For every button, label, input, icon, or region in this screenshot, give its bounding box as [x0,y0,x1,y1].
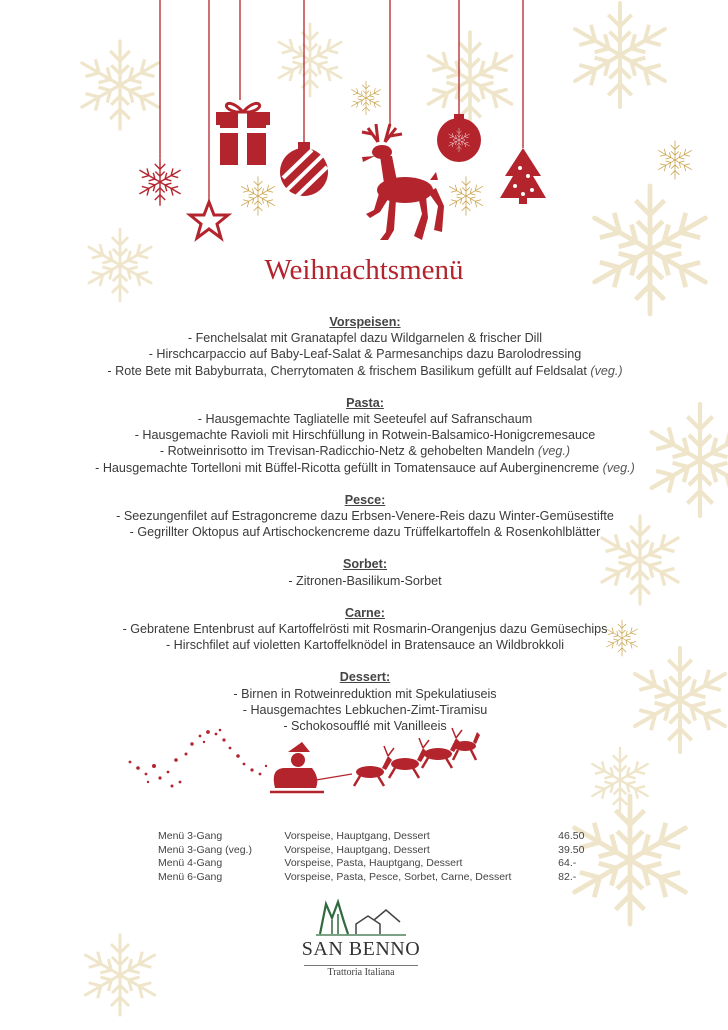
menu-courses: Vorspeise, Hauptgang, Dessert [284,843,430,856]
price-row [158,830,598,844]
menu-courses: Vorspeise, Pasta, Hauptgang, Dessert [284,857,463,870]
menu-item-text: - Rotweinrisotto im Trevisan-Radicchio-Netz & gehobelten Mandeln [159,444,535,459]
menu-courses: Vorspeise, Pasta, Pesce, Sorbet, Carne, Dessert [284,870,512,883]
menu-sections [40,314,690,750]
snowflake-icon [658,141,691,179]
menu-item [40,573,690,589]
bauble-icon [437,114,481,162]
snowflake-icon [595,186,706,314]
snowflake-icon [575,3,665,107]
bauble-icon [280,142,328,196]
snowflake-icon [279,24,341,96]
section-title: Sorbet: [342,557,388,572]
section-title: Pasta: [346,395,384,410]
menu-section [40,395,690,476]
snowflake-icon [241,177,274,215]
snowflake-icon [449,177,482,215]
menu-item [40,621,690,637]
snowflake-icon [592,748,647,812]
menu-item-text: - Hausgemachte Ravioli mit Hirschfüllung in Rotwein-Balsamico-Honigcremesauce [134,428,596,443]
menu-item-text: - Hirschfilet auf violetten Kartoffelknödel in Bratensauce an Wildbrokkoli [165,638,565,653]
restaurant-logo [286,898,436,988]
logo-mountains-icon [286,898,436,938]
vegetarian-tag: (veg.) [602,460,635,475]
menu-name: Menü 3-Gang (veg.) [158,843,252,856]
menu-section [40,605,690,654]
menu-item [40,637,690,653]
menu-name: Menü 4-Gang [158,857,223,870]
menu-item [40,508,690,524]
menu-item-text: - Rote Bete mit Babyburrata, Cherrytomaten & frischem Basilikum gefüllt auf Feldsalat [107,363,587,378]
menu-item [40,443,690,459]
section-title: Vorspeisen: [329,315,401,329]
menu-section [40,556,690,588]
menu-section [40,492,690,541]
menu-item [40,686,690,702]
snowflake-icon [351,81,380,115]
menu-item [40,330,690,346]
santa-sleigh-icon [120,722,480,802]
menu-item-text: - Schokosoufflé mit Vanilleeis [283,719,447,734]
christmas-tree-icon [500,148,546,204]
price-row [158,844,598,858]
menu-courses: Vorspeise, Hauptgang, Dessert [284,830,430,842]
menu-item-text: - Gebratene Entenbrust auf Kartoffelrösti mit Rosmarin-Orangenjus dazu Gemüsechips [122,622,608,637]
menu-item-text: - Seezungenfilet auf Estragoncreme dazu Erbsen-Venere-Reis dazu Winter-Gemüsestifte [116,509,614,524]
menu-item [40,411,690,427]
menu-item-text: - Birnen in Rotweinreduktion mit Spekulatiuseis [233,686,497,701]
menu-item-text: - Hirschcarpaccio auf Baby-Leaf-Salat & Parmesanchips dazu Barolodressing [148,347,582,362]
menu-price: 64.- [558,857,577,870]
menu-price: 82.- [558,870,577,883]
menu-item-text: - Hausgemachtes Lebkuchen-Zimt-Tiramisu [242,702,488,717]
menu-price: 46.50 [558,830,585,842]
menu-item-text: - Hausgemachte Tagliatelle mit Seeteufel auf Safranschaum [197,412,533,427]
menu-item [40,346,690,362]
price-row [158,857,598,871]
menu-item-text: - Gegrillter Oktopus auf Artischockencreme dazu Trüffelkartoffeln & Rosenkohlblätter [129,525,601,540]
menu-name: Menü 6-Gang [158,870,223,883]
section-title: Carne: [345,605,385,620]
vegetarian-tag: (veg.) [537,444,571,459]
section-title: Pesce: [344,492,386,507]
menu-item [40,363,690,379]
logo-name: SAN BENNO [301,938,421,960]
menu-title: Weihnachtsmenü [264,254,464,286]
snowflake-icon [82,41,158,129]
menu-name: Menü 3-Gang [158,830,223,842]
price-row [158,871,598,885]
menu-price: 39.50 [558,843,585,856]
snowflake-icon [140,159,180,205]
menu-item-text: - Zitronen-Basilikum-Sorbet [288,573,442,588]
logo-subtitle: Trattoria Italiana [327,967,395,978]
gift-icon [216,103,270,165]
snowflake-icon [85,935,154,1015]
menu-item [40,702,690,718]
price-table [158,830,598,884]
reindeer-icon [362,124,444,240]
menu-item [40,460,690,476]
snowflake-icon [428,32,511,128]
menu-item [40,427,690,443]
menu-item [40,524,690,540]
menu-section [40,314,690,379]
vegetarian-tag: (veg.) [590,363,623,378]
section-title: Dessert: [339,670,391,685]
star-icon [190,202,228,238]
menu-item-text: - Hausgemachte Tortelloni mit Büffel-Ricotta gefüllt in Tomatensauce auf Auberginencreme [95,460,600,475]
menu-item-text: - Fenchelsalat mit Granatapfel dazu Wildgarnelen & frischer Dill [187,331,543,346]
logo-divider [304,965,418,966]
